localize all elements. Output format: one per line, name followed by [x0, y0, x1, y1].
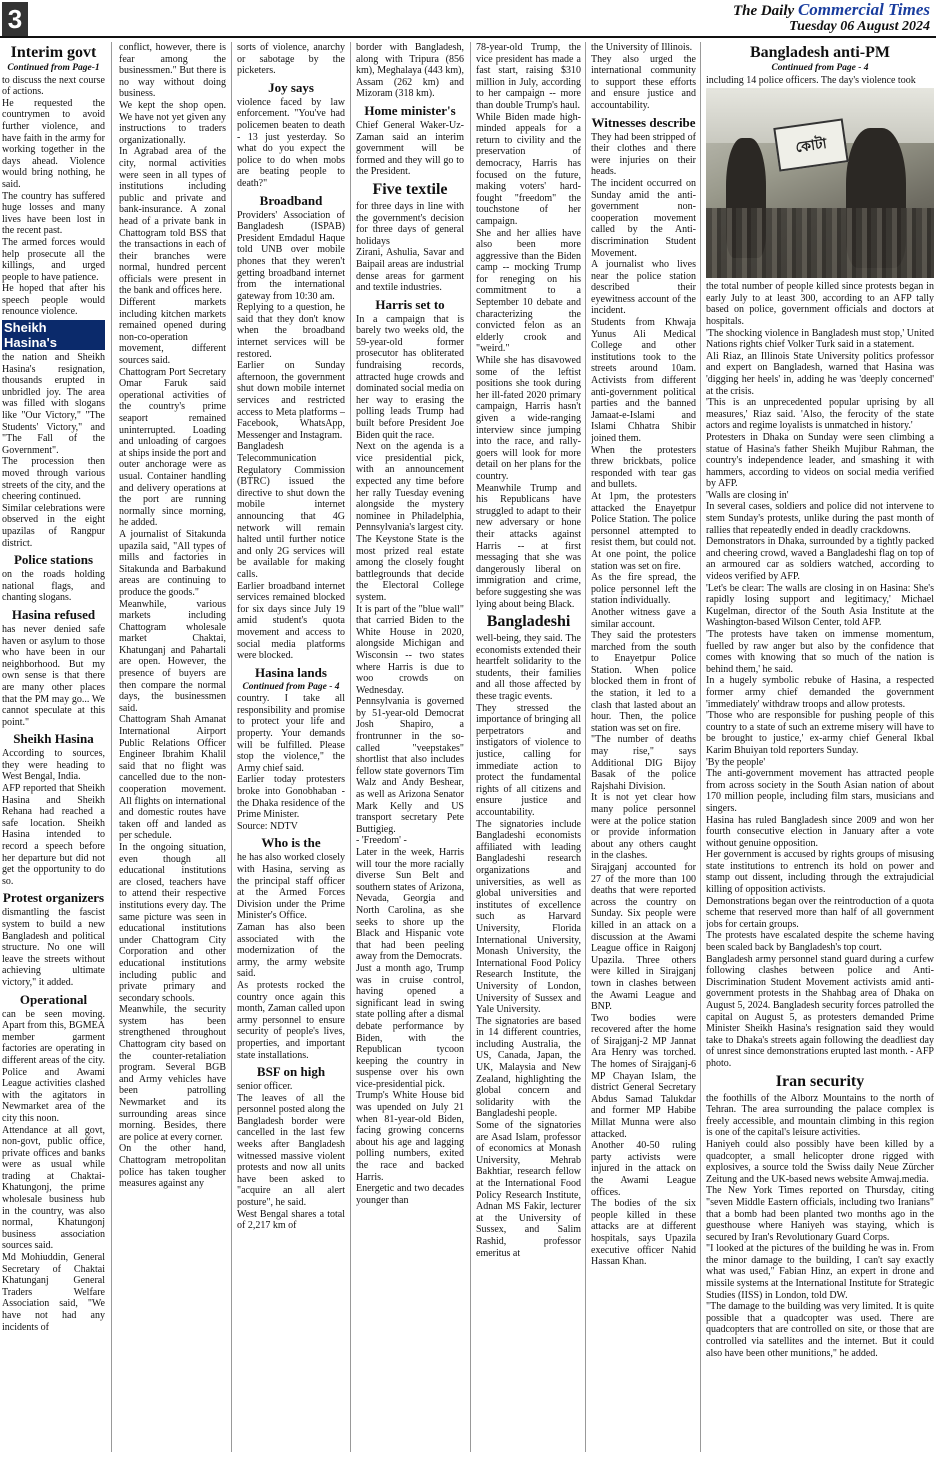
paragraph: The signatories are based in 14 different countries, including Australia, the US, Canada, Japan, the UK, Malaysia and New Zealand, highlighting the global concern and solidarity with the Bangladeshi people.	[476, 1015, 581, 1120]
paragraph: Chief General Waker-Uz-Zaman said an interim government will be formed and they will go to the President.	[356, 119, 464, 178]
photo-crowd	[706, 208, 934, 278]
paragraph: Similar celebrations were observed in the eight upazilas of Rangpur district.	[2, 502, 105, 549]
paragraph: A journalist who lives near the police station described their eyewitness account of the incident.	[591, 259, 696, 317]
headline: Sheikh Hasina	[13, 731, 94, 747]
paragraph: Students from Khwaja Yunus Ali Medical College and other institutions took to the streets around 10am. Activists from different anti-government political parties and the banned Jamaat-e-Islami and Islami Chhatra Shibir joined them.	[591, 317, 696, 444]
paper-name-main: Commercial Times	[797, 0, 930, 19]
paragraph: Chattogram Shah Amanat International Airport Public Relations Officer Engineer Ibrahim Khalil said that no flight was cancelled due to the non-cooperation movement. All flights on international and domestic routes have taken off and landed as per schedule.	[119, 714, 226, 842]
paragraph: In a campaign that is barely two weeks old, the 59-year-old former prosecutor has obliterated fundraising records, attracted huge crowds and dominated social media on her way to erasing the polling leads Trump had built before President Joe Biden quit the race.	[356, 313, 464, 441]
headline: Police stations	[13, 552, 94, 568]
paragraph: The New York Times reported on Thursday, citing "seven Middle Eastern officials, including two Iranians" that a bomb had been planted two months ago in the guesthouse where Haniyeh was staying, which is secured by Iran's Revolutionary Guard Corps.	[706, 1185, 934, 1243]
column-rule	[700, 42, 701, 1452]
paragraph: Md Mohiuddin, General Secretary of Chaktai Khatunganj General Traders Welfare Association said, "We have not had any incidents of	[2, 1252, 105, 1333]
paragraph: "The damage to the building was very limited. It is quite possible that a quadcopter was used. There are quadcopters that are controlled on site, or those that are controlled via satellites and the internet. But it could also have been other munitions," he added.	[706, 1301, 934, 1359]
paragraph: The Keystone State is the most prized real estate among the closely fought battlegrounds that decide the Electoral College system.	[356, 533, 464, 603]
column-3	[237, 42, 345, 1454]
paragraph: In a hugely symbolic rebuke of Hasina, a respected former army chief demanded the government 'immediately' withdraw troops and allow protests.	[706, 675, 934, 710]
paragraph: Bangladesh Telecommunication Regulatory Commission (BTRC) issued the directive to shut down the mobile internet announcing that 4G network will remain halted until further notice and only 2G services will be available for making calls.	[237, 441, 345, 580]
paragraph: The procession then moved through various streets of the city, and the cheering continued.	[2, 456, 105, 503]
headline: Harris set to	[375, 296, 445, 312]
column-2	[119, 42, 226, 1454]
paragraph: At 1pm, the protesters attacked the Enayetpur Police Station. The police personnel attempted to resist them, but could not. At one point, the police station was set on fire.	[591, 490, 696, 572]
continued-from: Continued from Page - 4	[771, 63, 869, 73]
column-4	[356, 42, 464, 1454]
paragraph: Meanwhile, the security system has been strengthened throughout Chattogram city based on the counter-retaliation program. Several BGB and Army vehicles have been patrolling Newmarket and its surrounding areas since morning. Besides, there are police at every corner.	[119, 1004, 226, 1143]
paragraph: While she has disavowed some of the leftist positions she took during her ill-fated 2020 primary campaign, Harris hasn't given a wide-ranging interview since jumping into the race, and rally-goers will look for more detail on her plans for the country.	[476, 355, 581, 482]
article-columns	[0, 42, 936, 1454]
paragraph: to discuss the next course of actions.	[2, 74, 105, 98]
paragraph: 'Let's be clear: The walls are closing in on Hasina: She's rapidly losing support and legitimacy,' Michael Kugelman, director of the South Asia Institute at the Washington-based Wilson Center, told AFP.	[706, 582, 934, 629]
paragraph: the nation and Sheikh Hasina's resignation, thousands erupted in unbridled joy. The area was filled with slogans like "Our Victory," "The Students' Victory," and "The Fall of the Government".	[2, 352, 105, 456]
column-6	[591, 42, 696, 1454]
paragraph: Trump's White House bid was upended on July 21 when 81-year-old Biden, facing growing concerns about his age and lagging polling numbers, exited the race and backed Harris.	[356, 1090, 464, 1183]
headline: Witnesses describe	[591, 114, 696, 130]
continued-from: Continued from Page-1	[7, 63, 100, 73]
headline: Home minister's	[364, 102, 456, 118]
paragraph: Different markets including kitchen markets remained opened during non-co-operation movement, different sources said.	[119, 297, 226, 367]
page-number: 3	[2, 2, 28, 36]
paragraph: the total number of people killed since protests began in early July to at least 300, according to an AFP tally based on police, government officials and doctors at hospitals.	[706, 281, 934, 327]
paragraph: 'The shocking violence in Bangladesh must stop,' United Nations rights chief Volker Turk said in a statement.	[706, 327, 934, 351]
paragraph: It is part of the "blue wall" that carried Biden to the White House in 2020, alongside Michigan and Wisconsin -- two states where Harris is due to woo crowds on Wednesday.	[356, 603, 464, 696]
paragraph: dismantling the fascist system to build a new Bangladesh and political structure. No one will leave the streets without achieving ultimate victory," it added.	[2, 907, 105, 988]
paragraph: The leaves of all the personnel posted along the Bangladesh border were cancelled in the last few weeks after Bangladesh witnessed massive violent protests and now all units have been asked to "acquire an all alert posture", he said.	[237, 1092, 345, 1209]
paragraph: well-being, they said. The economists extended their heartfelt solidarity to the students, their families and all those affected by these tragic events.	[476, 633, 581, 703]
paragraph: Bangladesh army personnel stand guard during a curfew following clashes between police and Anti-Discrimination Student Movement activists amid anti-government protests in the Shahbag area of Dhaka on August 5, 2024. Bangladesh security forces patrolled the capital on August 5, as protesters demanded Prime Minister Sheikh Hasina's resignation said they would take to Dhaka's streets again following the deadliest day of unrest since demonstrations erupted last month. - AFP photo.	[706, 953, 934, 1069]
paragraph: Some of the signatories are Asad Islam, professor of economics at Monash University, Mehrab Bakhtiar, research fellow at the International Food Policy Research Institute, Adnan MS Fakir, lecturer at the University of Sussex, and Salim Rashid, professor emeritus at	[476, 1120, 581, 1259]
paragraph: Zaman has also been associated with the modernization of the army, the army website said.	[237, 921, 345, 980]
paragraph: He hoped that after his speech people would renounce violence.	[2, 283, 105, 318]
paragraph: senior officer.	[237, 1081, 293, 1093]
paragraph: Another 40-50 ruling party activists were injured in the attack on the Awami League offices.	[591, 1140, 696, 1198]
paragraph: Source: NDTV	[237, 820, 298, 832]
paragraph: has never denied safe haven or asylum to those who have been in our neighborhood. But my own sense is that there are many other places that the PM may go... We cannot speculate at this point."	[2, 623, 105, 728]
paragraph: Ali Riaz, an Illinois State University politics professor and expert on Bangladesh, warned that Hasina was 'digging her heels' in, adding he was 'deeply concerned' at the crisis.	[706, 350, 934, 397]
paragraph: He requested the countrymen to avoid further violence, and have faith in the army for working together in the days ahead. Violence would bring nothing, he said.	[2, 97, 105, 190]
paragraph: Her government is accused by rights groups of misusing state institutions to entrench its hold on power and stamp out dissent, including through the extrajudicial killing of opposition activists.	[706, 849, 934, 896]
paragraph: the foothills of the Alborz Mountains to the north of Tehran. The area surrounding the palace complex is freely accessible, and mountain climbing in this region is one of the capital's leisure activities.	[706, 1092, 934, 1139]
headline: Joy says	[268, 79, 314, 95]
subheadline: Hasina refused	[11, 606, 96, 622]
paragraph: AFP reported that Sheikh Hasina and Sheikh Rehana had reached a safe location. Sheikh Hasina intended to record a speech before her departure but did not get the opportunity to do so.	[2, 783, 105, 887]
column-rule	[585, 42, 586, 1452]
paragraph: "I looked at the pictures of the building he was in. From the minor damage to the building, I can't say exactly what was used," Fabian Hinz, an expert in drone and missile systems at the International Institute for Strategic Studies (IISS) in London, told DW.	[706, 1243, 934, 1301]
paragraph: She and her allies have also been more aggressive than the Biden camp -- mocking Trump for reneging on his commitment to a September 10 debate and characterizing the convicted felon as an elderly crook and "weird."	[476, 227, 581, 355]
paragraph: On the other hand, Chattogram metropolitan police has taken tougher measures against any	[119, 1143, 226, 1190]
photo-banner: কোটা	[773, 119, 848, 172]
paragraph: According to sources, they were heading to West Bengal, India.	[2, 748, 105, 783]
issue-date: Tuesday 06 August 2024	[789, 19, 930, 34]
paragraph: The protests have escalated despite the scheme having been scaled back by Bangladesh's top court.	[706, 930, 934, 954]
paragraph: West Bengal shares a total of 2,217 km of	[237, 1208, 345, 1232]
headline: Who is the	[261, 835, 321, 851]
paragraph: country. I take all responsibility and promise to protect your life and property. Your demands will be fulfilled. Please stop the violence," the Army chief said.	[237, 693, 345, 774]
paragraph: sorts of violence, anarchy or sabotage by the picketers.	[237, 42, 345, 77]
column-rule	[350, 42, 351, 1452]
paragraph: Protesters in Dhaka on Sunday were seen climbing a statue of Hasina's father Sheikh Mujibur Rahman, the country's independence leader, and smashing it with hammers, according to videos on social media verified by AFP.	[706, 431, 934, 490]
paragraph: It is not yet clear how many police personnel were at the police station or provide information about any others caught in the clashes.	[591, 792, 696, 862]
paragraph: Sirajganj accounted for 27 of the more than 100 deaths that were reported across the country on Sunday. Six people were killed in an attack on a discussion at the Awami League office in Raigonj Upazila. Three others were killed in Sirajganj town in clashes between the Awami League and BNP.	[591, 861, 696, 1013]
protest-photo	[706, 88, 934, 278]
column-rule	[470, 42, 471, 1452]
paragraph: Zirani, Ashulia, Savar and Baipail areas are industrial dense areas for garment and textile industries.	[356, 247, 464, 294]
paragraph: including 14 police officers. The day's violence took	[706, 74, 916, 86]
paragraph: Meanwhile, various markets including Chattogram wholesale market Chaktai, Khatunganj and Pahartali are open. However, the presence of buyers are then compare the normal days, the businessmen said.	[119, 598, 226, 714]
subheadline: Protest organizers	[2, 890, 105, 906]
masthead	[0, 0, 936, 38]
column-7	[706, 42, 934, 1454]
paper-name-prefix: The Daily	[732, 3, 795, 19]
paragraph: We kept the shop open. We have not yet given any instructions to traders organizationally.	[119, 99, 226, 146]
paragraph: The incident occurred on Sunday amid the anti-government non-cooperation movement called by the Anti-discrimination Student Movement.	[591, 177, 696, 259]
paragraph: The armed forces would help prosecute all the killings, and urged people to have patience.	[2, 236, 105, 283]
paragraph: border with Bangladesh, along with Tripura (856 km), Meghalaya (443 km), Assam (262 km) and Mizoram (318 km).	[356, 42, 464, 100]
paragraph: In the ongoing situation, even though all educational institutions are closed, teachers have to attend their respective institutions every day. The same picture was seen in educational institutions under Chattogram City Corporation and other educational institutions including public and private primary and secondary schools.	[119, 841, 226, 1004]
headline: Iran security	[775, 1072, 865, 1090]
paragraph: The bodies of the six people killed in these attacks are at different hospitals, says Upazila executive officer Nahid Hassan Khan.	[591, 1198, 696, 1268]
paragraph: "The number of deaths may rise," says Additional DIG Bijoy Basak of the police Rajshahi Division.	[591, 734, 696, 792]
paragraph: They had been stripped of their clothes and there were injuries on their heads.	[591, 131, 696, 178]
paragraph: Earlier today protesters broke into Gonobhaban - the Dhaka residence of the Prime Minister.	[237, 774, 345, 821]
column-7-bottom	[706, 281, 934, 1359]
paragraph: 'This is an unprecedented popular uprising by all measures,' Riaz said. 'Also, the ferocity of the state actors and regime loyalists is unmatched in history.'	[706, 397, 934, 432]
paragraph: Pennsylvania is governed by 51-year-old Democrat Josh Shapiro, a frontrunner in the so-called "veepstakes" shortlist that also includes fellow state governors Tim Walz and Andy Beshear, as well as Arizona Senator Mark Kelly and US transport secretary Pete Buttigieg.	[356, 696, 464, 835]
column-7-top	[706, 44, 934, 86]
paragraph: Another witness gave a similar account.	[591, 606, 696, 630]
headline: Bangladesh anti-PM	[749, 44, 890, 61]
paragraph: 'Those who are responsible for pushing people of this country to a state of such an extreme misery will have to be brought to justice,' ex-army chief General Ikbal Karim Bhuiyan told reporters Sunday.	[706, 710, 934, 756]
paragraph: Demonstrations began over the reintroduction of a quota scheme that reserved more than half of all government jobs for certain groups.	[706, 895, 934, 930]
paragraph: Energetic and two decades younger than	[356, 1183, 464, 1206]
paper-name	[733, 0, 930, 20]
paragraph: Haniyeh could also possibly have been killed by a quadcopter, a small helicopter drone rigged with explosives, a source told the Swiss daily Neue Zürcher Zeitung and the UK-based news website Amwaj.media.	[706, 1138, 934, 1185]
column-5	[476, 42, 581, 1454]
paragraph: 'By the people'	[706, 756, 766, 768]
paragraph: While Biden made high-minded appeals for a return to civility and the preservation of democracy, Harris has focused on the future, making voters' hard-fought "freedom" the touchstone of her campaign.	[476, 111, 581, 227]
headline: Bangladeshi	[486, 613, 571, 631]
paragraph: on the roads holding national flags, and chanting slogans.	[2, 569, 105, 604]
paragraph: Earlier on Sunday afternoon, the government shut down mobile internet services and restricted access to Meta platforms – Facebook, WhatsApp, Messenger and Instagram.	[237, 360, 345, 441]
paragraph: can be seen moving. Apart from this, BGMEA member garment factories are operating in different areas of the city. Police and Awami League activities clashed with the agitators in Newmarket area of the city this noon.	[2, 1008, 105, 1124]
paragraph: Earlier broadband internet services remained blocked for six days since July 19 amid student's quota movement and access to social media platforms were blocked.	[237, 580, 345, 662]
paragraph: 'Walls are closing in'	[706, 489, 789, 501]
paragraph: Providers' Association of Bangladesh (ISPAB) President Emdadul Haque told UNB over mobile phones that they weren't getting broadband internet from the international gateway from 10:30 am.	[237, 209, 345, 302]
paragraph: Replying to a question, he said that they don't know when the broadband internet services will be restored.	[237, 302, 345, 360]
paragraph: The country has suffered huge losses and many lives have been lost in the recent past.	[2, 190, 105, 237]
headline: BSF on high	[256, 1064, 326, 1080]
paragraph: the University of Illinois.	[591, 42, 693, 53]
paragraph: When the protesters threw brickbats, police responded with tear gas and bullets.	[591, 444, 696, 491]
paragraph: Hasina has ruled Bangladesh since 2009 and won her fourth consecutive election in January after a vote without genuine opposition.	[706, 814, 934, 849]
headline: Broadband	[259, 192, 323, 208]
paragraph: As the fire spread, the police personnel left the station individually.	[591, 572, 696, 607]
paragraph: 78-year-old Trump, the vice president has made a fast start, raising $310 million in July, according to her campaign -- more than double Trump's haul.	[476, 42, 581, 111]
paragraph: conflict, however, there is fear among the businessmen." But there is no way without doing business.	[119, 42, 226, 100]
paragraph: Two bodies were recovered after the home of Sirajganj-2 MP Jannat Ara Henry was torched. The homes of Sirajganj-6 MP Chayan Islam, the district General Secretary Abdus Samad Talukdar and former MP Habibe Millat Munna were also attacked.	[591, 1012, 696, 1140]
paragraph: Later in the week, Harris will tour the more racially diverse Sun Belt and southern states of Arizona, Nevada, Georgia and North Carolina, as she seeks to shore up the Black and Hispanic vote that had been peeling away from the Democrats.	[356, 847, 464, 963]
column-rule	[111, 42, 112, 1452]
headline: Five textile	[372, 180, 448, 198]
paragraph: Attendance at all govt, non-govt, public office, private offices and banks were as usual while trading at Chaktai-Khatungonj, the prime wholesale business hub in the country, was also normal, Khatungonj business association sources said.	[2, 1124, 105, 1252]
paragraph: he has also worked closely with Hasina, serving as the principal staff officer at the Armed Forces Division under the Prime Minister's Office.	[237, 852, 345, 922]
paragraph: A journalist of Sitakunda upazila said, "All types of mills and factories in Sitakunda and Barbakund areas are continuing to produce the goods."	[119, 528, 226, 598]
paragraph: violence faced by law enforcement. "You've had policemen beaten to death - 13 just yesterday. So what do you expect the police to do when mobs are beating people to death?"	[237, 96, 345, 189]
headline: Hasina lands	[255, 664, 327, 680]
paragraph: They said the protesters marched from the south to Enayetpur Police Station. When police blocked them in front of the station, it led to a clash that lasted about an hour. Then, the police station was set on fire.	[591, 630, 696, 734]
paragraph: - 'Freedom' -	[356, 835, 407, 847]
paragraph: In several cases, soldiers and police did not intervene to stem Sunday's protests, unlike during the past month of rallies that repeatedly ended in deadly crackdowns.	[706, 501, 934, 536]
headline-reversed: Sheikh Hasina's	[2, 320, 105, 350]
paragraph: Demonstrators in Dhaka, surrounded by a tightly packed and cheering crowd, waved a Bangladeshi flag on top of an armoured car as soldiers watched, according to videos verified by AFP.	[706, 536, 934, 583]
paragraph: Meanwhile Trump and his Republicans have struggled to adapt to their new adversary or hone their attacks against Harris -- at first messaging that she was dangerously liberal on immigration and crime, before suggesting she was lying about being Black.	[476, 482, 581, 610]
column-1	[2, 42, 105, 1454]
paragraph: Just a month ago, Trump was in cruise control, having opened a significant lead in swing state polling after a dismal debate performance by Biden, with the Republican tycoon keeping the country in suspense over his own vice-presidential pick.	[356, 962, 464, 1090]
paragraph: Next on the agenda is a vice presidential pick, with an announcement expected any time before her rally Tuesday evening alongside the mystery nominee in Philadelphia, Pennsylvania's largest city.	[356, 441, 464, 534]
paragraph: for three days in line with the government's decision for three days of general holidays	[356, 200, 464, 247]
headline: Operational	[19, 991, 88, 1007]
paragraph: As protests rocked the country once again this month, Zaman called upon army personnel to ensure security of people's lives, properties, and important state installations.	[237, 979, 345, 1061]
column-rule	[231, 42, 232, 1452]
headline: Interim govt	[10, 44, 97, 61]
paragraph: The signatories include Bangladeshi economists affiliated with leading Bangladeshi research organizations and universities, as well as global universities and institutes of excellence such as Harvard University, Florida International University, Monash University, the International Food Policy Research Institute, the University of London, University of Sussex and Yale University.	[476, 818, 581, 1016]
continued-from: Continued from Page - 4	[242, 681, 340, 692]
paragraph: They also urged the international community to support these efforts and ensure justice and accountability.	[591, 53, 696, 111]
paragraph: Chattogram Port Secretary Omar Faruk said operational activities of the country's prime seaport remained uninterrupted. Loading and unloading of cargoes at ships inside the port and outer anchorage were as usual. Container handling and delivery operations at the port are running normally since morning, he added.	[119, 366, 226, 529]
paragraph: 'The protests have taken on immense momentum, fuelled by raw anger but also by the confidence that comes with knowing that so much of the nation is behind them,' he said.	[706, 629, 934, 675]
paragraph: In Agrabad area of the city, normal activities were seen in all types of institutions including public and private and bank-insurance. A zonal head of a private bank in Chattogram told BSS that the transactions in each of their branches were normal, hundred percent officials were present in the bank and offices here.	[119, 146, 226, 297]
paragraph: They stressed the importance of bringing all perpetrators and instigators of violence to justice, calling for immediate action to protect the fundamental rights of all citizens and ensure justice and accountability.	[476, 702, 581, 818]
paragraph: The anti-government movement has attracted people from across society in the South Asian nation of about 170 million people, including film stars, musicians and singers.	[706, 768, 934, 814]
